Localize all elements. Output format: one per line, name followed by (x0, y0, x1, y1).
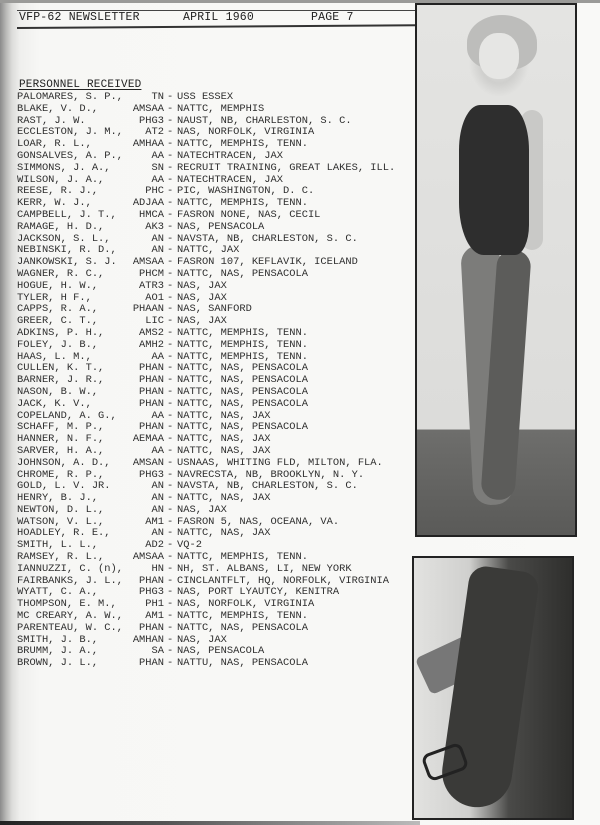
roster-rate: PHC (145, 185, 164, 198)
roster-separator: - (167, 291, 174, 304)
roster-rate: LIC (145, 315, 164, 328)
roster-rate: ATR3 (139, 279, 164, 292)
roster-name: COPELAND, A. G., (17, 409, 117, 422)
roster-separator: - (167, 362, 174, 375)
roster-destination: NATTC, MEMPHIS, TENN. (177, 610, 308, 623)
roster-destination: FASRON 107, KEFLAVIK, ICELAND (177, 256, 358, 269)
roster-separator: - (167, 138, 174, 151)
roster-name: WAGNER, R. C., (17, 267, 105, 280)
roster-name: TYLER, H F., (17, 291, 92, 304)
roster-rate: AMSAA (132, 551, 164, 564)
roster-destination: FASRON 5, NAS, OCEANA, VA. (177, 515, 340, 528)
roster-row (17, 328, 412, 340)
roster-name: HOGUE, H. W., (17, 279, 99, 292)
roster-separator: - (167, 374, 174, 387)
roster-rate: AN (151, 527, 164, 540)
photo-figure-face (479, 33, 519, 79)
roster-separator: - (167, 480, 174, 493)
roster-name: GREER, C. T., (17, 315, 99, 328)
roster-rate: HMCA (139, 208, 164, 221)
roster-rate: AO1 (145, 291, 164, 304)
roster-rate: PHAN (139, 621, 164, 634)
roster-separator: - (167, 326, 174, 339)
section-title: PERSONNEL RECEIVED (19, 79, 142, 91)
roster-destination: NAUST, NB, CHARLESTON, S. C. (177, 114, 352, 127)
roster-destination: NAS, NORFOLK, VIRGINIA (177, 126, 315, 139)
newsletter-title: VFP-62 NEWSLETTER (19, 11, 140, 24)
roster-destination: NH, ST. ALBANS, LI, NEW YORK (177, 562, 352, 575)
newsletter-date: APRIL 1960 (183, 11, 255, 24)
roster-separator: - (167, 385, 174, 398)
roster-separator: - (167, 421, 174, 434)
roster-separator: - (167, 338, 174, 351)
roster-name: NEWTON, D. L., (17, 503, 105, 516)
roster-destination: NATTC, MEMPHIS, TENN. (177, 197, 308, 210)
roster-destination: PIC, WASHINGTON, D. C. (177, 185, 315, 198)
roster-name: FAIRBANKS, J. L., (17, 574, 124, 587)
roster-rate: AT2 (145, 126, 164, 139)
roster-name: GONSALVES, A. P., (17, 149, 124, 162)
roster-name: REESE, R. J., (17, 185, 99, 198)
roster-destination: NATTC, NAS, JAX (177, 492, 271, 505)
roster-rate: AM1 (145, 515, 164, 528)
roster-rate: HN (151, 562, 164, 575)
roster-destination: NAS, JAX (177, 279, 227, 292)
roster-row (17, 222, 412, 234)
roster-destination: VQ-2 (177, 539, 202, 552)
roster-separator: - (167, 315, 174, 328)
roster-name: WILSON, J. A., (17, 173, 105, 186)
roster-name: SARVER, H. A., (17, 444, 105, 457)
roster-row (17, 564, 412, 576)
roster-separator: - (167, 303, 174, 316)
roster-rate: PHAN (139, 397, 164, 410)
roster-separator: - (167, 173, 174, 186)
roster-name: SMITH, L. L., (17, 539, 99, 552)
roster-separator: - (167, 610, 174, 623)
roster-name: CULLEN, K. T., (17, 362, 105, 375)
roster-row (17, 281, 412, 293)
roster-name: HAAS, L. M., (17, 350, 92, 363)
roster-row (17, 505, 412, 517)
roster-separator: - (167, 91, 174, 103)
roster-separator: - (167, 621, 174, 634)
roster-rate: PHAN (139, 421, 164, 434)
roster-destination: NATTU, NAS, PENSACOLA (177, 657, 308, 670)
roster-separator: - (167, 197, 174, 210)
roster-rate: PHG3 (139, 468, 164, 481)
roster-name: RAMSEY, R. L., (17, 551, 105, 564)
roster-name: SIMMONS, J. A., (17, 161, 111, 174)
roster-name: LOAR, R. L., (17, 138, 92, 151)
roster-name: HANNER, N. F., (17, 433, 105, 446)
roster-name: PALOMARES, S. P., (17, 91, 124, 103)
roster-rate: AN (151, 244, 164, 257)
roster-separator: - (167, 185, 174, 198)
roster-rate: AN (151, 503, 164, 516)
roster-rate: SA (151, 645, 164, 658)
roster-rate: AA (151, 149, 164, 162)
roster-rate: AMS2 (139, 326, 164, 339)
roster-name: RAST, J. W. (17, 114, 86, 127)
roster-separator: - (167, 267, 174, 280)
roster-row (17, 387, 412, 399)
roster-rate: AN (151, 480, 164, 493)
roster-name: GOLD, L. V. JR. (17, 480, 111, 493)
roster-separator: - (167, 350, 174, 363)
roster-name: BROWN, J. L., (17, 657, 99, 670)
roster-name: CAMPBELL, J. T., (17, 208, 117, 221)
roster-name: BRUMM, J. A., (17, 645, 99, 658)
roster-name: CHROME, R. P., (17, 468, 105, 481)
roster-separator: - (167, 657, 174, 670)
roster-destination: NATTC, MEMPHIS, TENN. (177, 326, 308, 339)
roster-destination: NAS, PORT LYAUTCY, KENITRA (177, 586, 340, 599)
roster-name: JACKSON, S. L., (17, 232, 111, 245)
roster-separator: - (167, 256, 174, 269)
roster-rate: AD2 (145, 539, 164, 552)
roster-rate: PHG3 (139, 586, 164, 599)
roster-rate: PHAAN (132, 303, 164, 316)
roster-destination: NAS, PENSACOLA (177, 645, 265, 658)
roster-separator: - (167, 244, 174, 257)
roster-destination: NATTC, NAS, JAX (177, 409, 271, 422)
roster-destination: NATECHTRACEN, JAX (177, 173, 284, 186)
roster-name: KERR, W. J., (17, 197, 92, 210)
roster-separator: - (167, 645, 174, 658)
roster-rate: AK3 (145, 220, 164, 233)
roster-destination: NAVSTA, NB, CHARLESTON, S. C. (177, 480, 358, 493)
roster-destination: NATTC, JAX (177, 244, 240, 257)
roster-row (17, 163, 412, 175)
roster-rate: PHG3 (139, 114, 164, 127)
roster-rate: AA (151, 350, 164, 363)
roster-separator: - (167, 126, 174, 139)
roster-rate: AMSAA (132, 102, 164, 115)
woman-in-swimsuit-photo (415, 3, 577, 537)
roster-destination: NATTC, MEMPHIS (177, 102, 265, 115)
roster-separator: - (167, 102, 174, 115)
roster-rate: ADJAA (132, 197, 164, 210)
roster-rate: AA (151, 409, 164, 422)
roster-destination: NATTC, MEMPHIS, TENN. (177, 338, 308, 351)
roster-row (17, 399, 412, 411)
roster-row (17, 151, 412, 163)
roster-separator: - (167, 433, 174, 446)
roster-rate: AMHAA (132, 138, 164, 151)
roster-rate: AA (151, 173, 164, 186)
roster-rate: AA (151, 444, 164, 457)
roster-destination: NATTC, NAS, PENSACOLA (177, 397, 308, 410)
roster-name: BARNER, J. R., (17, 374, 105, 387)
roster-rate: PHAN (139, 362, 164, 375)
roster-name: ADKINS, P. H., (17, 326, 105, 339)
roster-name: SCHAFF, M. P., (17, 421, 105, 434)
roster-destination: NATTC, NAS, PENSACOLA (177, 267, 308, 280)
roster-rate: PHAN (139, 574, 164, 587)
roster-separator: - (167, 114, 174, 127)
aircraft-fuselage (438, 564, 541, 811)
roster-separator: - (167, 149, 174, 162)
roster-destination: NAVRECSTA, NB, BROOKLYN, N. Y. (177, 468, 365, 481)
roster-name: JOHNSON, A. D., (17, 456, 111, 469)
roster-separator: - (167, 503, 174, 516)
roster-rate: TN (151, 91, 164, 103)
roster-name: JACK, K. V., (17, 397, 92, 410)
roster-name: JANKOWSKI, S. J. (17, 256, 117, 269)
roster-rate: PHAN (139, 374, 164, 387)
roster-separator: - (167, 527, 174, 540)
roster-rate: SN (151, 161, 164, 174)
roster-destination: NATTC, NAS, PENSACOLA (177, 385, 308, 398)
roster-name: CAPPS, R. A., (17, 303, 99, 316)
roster-destination: NAS, NORFOLK, VIRGINIA (177, 598, 315, 611)
roster-row (17, 658, 412, 670)
roster-destination: NATTC, NAS, PENSACOLA (177, 362, 308, 375)
roster-separator: - (167, 633, 174, 646)
roster-destination: NAS, PENSACOLA (177, 220, 265, 233)
roster-name: RAMAGE, H. D., (17, 220, 105, 233)
roster-name: FOLEY, J. B., (17, 338, 99, 351)
roster-destination: NATECHTRACEN, JAX (177, 149, 284, 162)
roster-rate: AMH2 (139, 338, 164, 351)
roster-name: NEBINSKI, R. D., (17, 244, 117, 257)
roster-name: NASON, B. W., (17, 385, 99, 398)
roster-name: BLAKE, V. D., (17, 102, 99, 115)
roster-separator: - (167, 279, 174, 292)
roster-destination: NAS, JAX (177, 503, 227, 516)
photo-figure-swimsuit (459, 105, 529, 255)
roster-name: THOMPSON, E. M., (17, 598, 117, 611)
roster-destination: NAVSTA, NB, CHARLESTON, S. C. (177, 232, 358, 245)
roster-destination: USNAAS, WHITING FLD, MILTON, FLA. (177, 456, 383, 469)
roster-name: SMITH, J. B., (17, 633, 99, 646)
roster-separator: - (167, 161, 174, 174)
roster-rate: AEMAA (132, 433, 164, 446)
roster-name: WATSON, V. L., (17, 515, 105, 528)
roster-destination: NATTC, MEMPHIS, TENN. (177, 551, 308, 564)
roster-row (17, 210, 412, 222)
roster-rate: AN (151, 232, 164, 245)
page-number: PAGE 7 (311, 11, 354, 24)
roster-destination: NAS, JAX (177, 633, 227, 646)
roster-destination: NATTC, NAS, PENSACOLA (177, 421, 308, 434)
roster-separator: - (167, 598, 174, 611)
roster-separator: - (167, 409, 174, 422)
roster-separator: - (167, 551, 174, 564)
roster-row (17, 446, 412, 458)
roster-name: PARENTEAU, W. C., (17, 621, 124, 634)
roster-separator: - (167, 468, 174, 481)
roster-name: MC CREARY, A. W., (17, 610, 124, 623)
roster-separator: - (167, 220, 174, 233)
roster-separator: - (167, 492, 174, 505)
roster-separator: - (167, 574, 174, 587)
roster-destination: RECRUIT TRAINING, GREAT LAKES, ILL. (177, 161, 396, 174)
roster-separator: - (167, 515, 174, 528)
roster-separator: - (167, 586, 174, 599)
roster-destination: NATTC, NAS, JAX (177, 433, 271, 446)
roster-destination: NATTC, NAS, PENSACOLA (177, 621, 308, 634)
roster-rate: AMSAA (132, 256, 164, 269)
roster-separator: - (167, 208, 174, 221)
roster-row (17, 340, 412, 352)
roster-name: IANNUZZI, C. (n), (17, 562, 124, 575)
roster-name: HOADLEY, R. E., (17, 527, 111, 540)
page-bottom-edge (0, 821, 420, 825)
aircraft-photo (412, 556, 574, 820)
roster-rate: PH1 (145, 598, 164, 611)
roster-name: HENRY, B. J., (17, 492, 99, 505)
roster-rate: PHCM (139, 267, 164, 280)
roster-destination: NATTC, NAS, JAX (177, 527, 271, 540)
roster-rate: PHAN (139, 657, 164, 670)
roster-destination: USS ESSEX (177, 91, 234, 103)
roster-name: ECCLESTON, J. M., (17, 126, 124, 139)
roster-rate: AMHAN (132, 633, 164, 646)
roster-separator: - (167, 562, 174, 575)
roster-separator: - (167, 232, 174, 245)
roster-destination: NAS, JAX (177, 315, 227, 328)
roster-row (17, 623, 412, 635)
roster-destination: CINCLANTFLT, HQ, NORFOLK, VIRGINIA (177, 574, 390, 587)
roster-rate: AM1 (145, 610, 164, 623)
roster-rate: PHAN (139, 385, 164, 398)
roster-separator: - (167, 456, 174, 469)
roster-row (17, 458, 412, 470)
roster-separator: - (167, 539, 174, 552)
roster-separator: - (167, 444, 174, 457)
roster-destination: NAS, SANFORD (177, 303, 252, 316)
roster-rate: AN (151, 492, 164, 505)
roster-destination: FASRON NONE, NAS, CECIL (177, 208, 321, 221)
roster-destination: NATTC, NAS, JAX (177, 444, 271, 457)
roster-destination: NATTC, NAS, PENSACOLA (177, 374, 308, 387)
roster-name: WYATT, C. A., (17, 586, 99, 599)
roster-destination: NATTC, MEMPHIS, TENN. (177, 138, 308, 151)
roster-destination: NATTC, MEMPHIS, TENN. (177, 350, 308, 363)
personnel-roster (17, 92, 412, 670)
roster-destination: NAS, JAX (177, 291, 227, 304)
roster-row (17, 104, 412, 116)
roster-rate: AMSAN (132, 456, 164, 469)
roster-row (17, 269, 412, 281)
roster-separator: - (167, 397, 174, 410)
